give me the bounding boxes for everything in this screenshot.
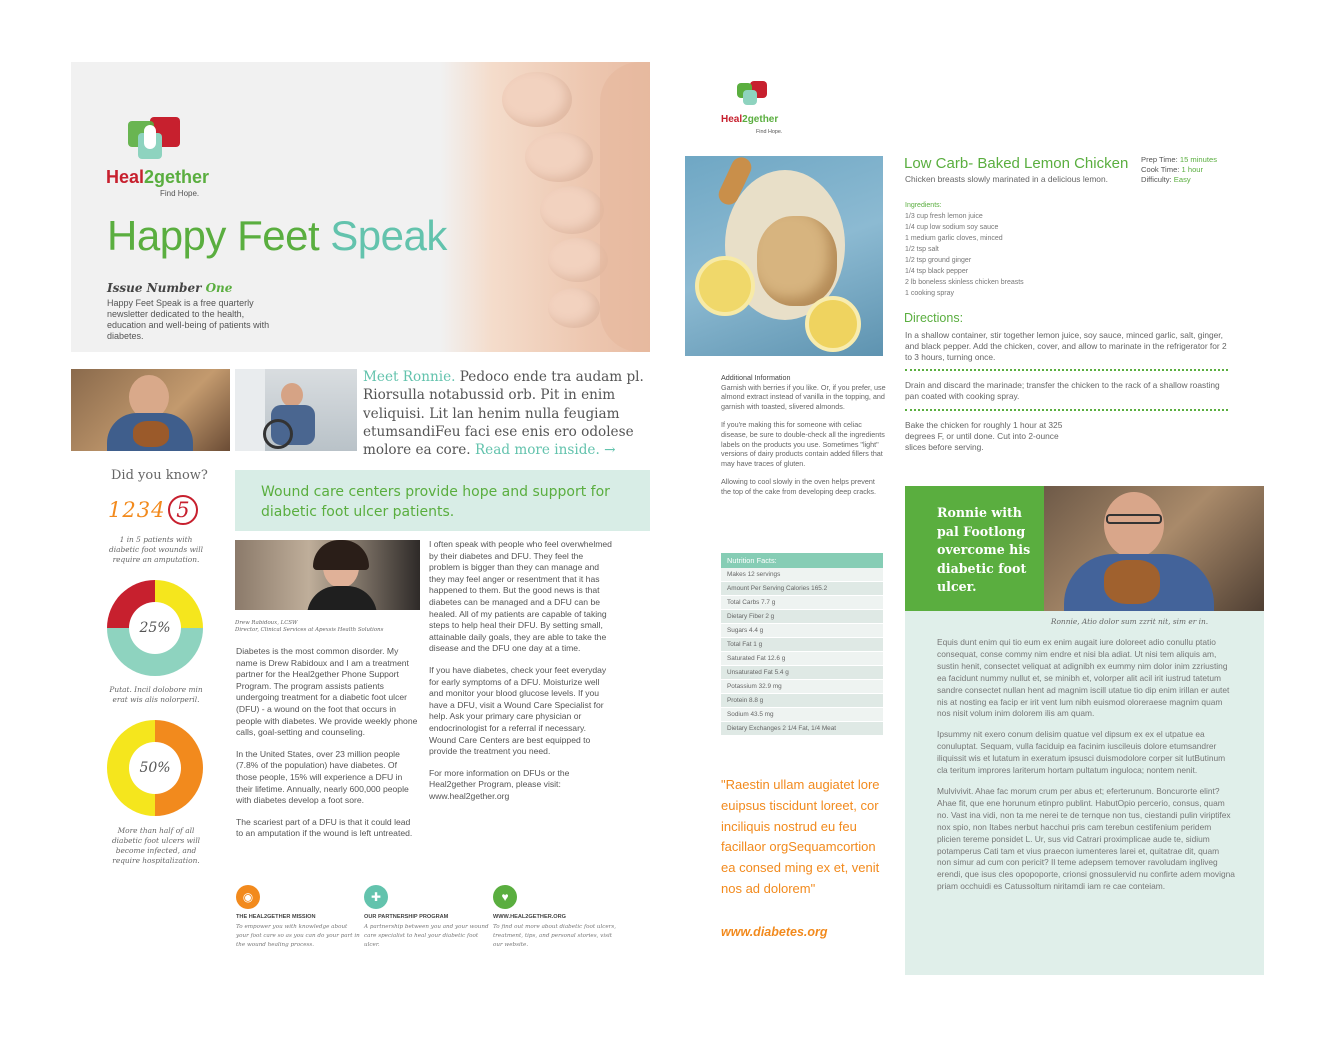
nutrition-heading: Nutrition Facts: xyxy=(721,553,883,568)
footer-text-partnership: A partnership between you and your wound care specialist to heal your diabetic foot ulcer. xyxy=(364,924,489,948)
donut-50-label: 50% xyxy=(129,742,181,794)
table-row: Potassium 32.9 mg xyxy=(721,680,883,694)
paragraph: Garnish with berries if you like. Or, if you prefer, use almond extract instead of vanilla in the topping, and garnish with toasted, slivered almonds. xyxy=(721,382,886,411)
paragraph: If you're making this for someone with celiac disease, be sure to double-check all the ingredients labels on the products you use. Sometimes "light" versions of dairy products contain added fillers that may have traces of gluten. xyxy=(721,420,885,468)
footer-text-website: To find out more about diabetic foot ulcers, treatment, tips, and personal stories, visit our website. xyxy=(493,924,617,948)
paragraph: I often speak with people who feel overwhelmed by their diabetes and DFU. They feel the problem is bigger than they can manage and they may feel anger or resentment that it has happened to them. But the good news is that diabetes can be managed and a DFU can be healed. All of my patients are capable of taking steps to help heal their DFU. By setting small, attainable daily goals, they are able to take the disease and the DFU one day at a time. xyxy=(429,539,612,654)
ronnie-photo-caption: Ronnie, Atio dolor sum zzrit nit, sim er in. xyxy=(1050,617,1209,626)
brand-logo xyxy=(128,117,188,165)
table-row: Unsaturated Fat 5.4 g xyxy=(721,666,883,680)
did-you-know-heading: Did you know? xyxy=(111,468,208,483)
brand-logo-small xyxy=(737,81,771,111)
ingredient-item: 1/4 cup low sodium soy sauce xyxy=(905,224,999,231)
table-row: Amount Per Serving Calories 165.2 xyxy=(721,582,883,596)
table-row: Saturated Fat 12.6 g xyxy=(721,652,883,666)
table-row: Total Fat 1 g xyxy=(721,638,883,652)
brand-name: Heal2gether xyxy=(106,167,210,187)
ronnie-wheelchair-photo xyxy=(235,369,357,451)
read-more-link[interactable]: Read more inside. xyxy=(474,442,600,459)
paragraph: The scariest part of a DFU is that it could lead to an amputation if the wound is left untreated. xyxy=(236,816,413,839)
meet-ronnie-intro: Meet Ronnie. Pedoco ende tra audam pl. Riorsulla notabussid orb. Pit in enim veliquisi. Lit lan henim nulla feugiam etumsandiFeu faci ese enis ero odolese molore ea core. Read more inside. → xyxy=(363,369,644,459)
stat-caption-3: More than half of all diabetic foot ulcers will become infected, and require hospitalization. xyxy=(111,826,201,865)
drew-photo xyxy=(235,540,420,610)
donut-25-label: 25% xyxy=(129,602,181,654)
newsletter-intro: Happy Feet Speak is a free quarterly newsletter dedicated to the health, education and well-being of patients with diabetes. xyxy=(107,298,270,341)
ronnie-headline: Ronnie with pal Footlong overcome his diabetic foot ulcer. xyxy=(905,486,1044,611)
table-row: Dietary Exchanges 2 1/4 Fat, 1/4 Meat xyxy=(721,722,883,736)
arrow-right-icon: → xyxy=(604,442,616,459)
table-row: Sodium 43.5 mg xyxy=(721,708,883,722)
recipe-subtitle: Chicken breasts slowly marinated in a delicious lemon. xyxy=(905,174,1108,184)
brand-tagline-small: Find Hope. xyxy=(756,129,783,135)
divider xyxy=(905,409,1228,411)
heart-icon: ♥ xyxy=(493,885,517,909)
table-row: Total Carbs 7.7 g xyxy=(721,596,883,610)
paragraph: If you have diabetes, check your feet everyday for early symptoms of a DFU. Moisturize well and monitor your blood glucose levels. If you have a DFU, visit a Wound Care Specialist for help. Ask your primary care physician or endocrinologist for a referral if necessary. Wound Care Centers are best equipped to provide the treatment you need. xyxy=(429,664,607,757)
issue-number: Issue Number One xyxy=(107,281,233,295)
paragraph: For more information on DFUs or the Heal2gether Program, please visit: www.heal2gether.org xyxy=(429,767,570,801)
article-column-1 xyxy=(236,646,419,850)
drew-caption: Drew Rabidoux, LCSW Director, Clinical Services at Apexsis Health Solutions xyxy=(235,620,384,633)
divider xyxy=(905,369,1228,371)
eye-icon: ◉ xyxy=(236,885,260,909)
directions-heading: Directions: xyxy=(904,311,964,325)
wound-care-banner: Wound care centers provide hope and support for diabetic foot ulcer patients. xyxy=(235,470,650,531)
ronnie-feature-photo xyxy=(1044,486,1264,611)
footer-title-website: WWW.HEAL2GETHER.ORG xyxy=(493,914,567,920)
ingredient-item: 1/2 tsp salt xyxy=(905,246,939,253)
paragraph: Ipsummy nit exero conum delisim quatue vel dipsum ex ex el utpatue ea conuluptat. Sequam, vulla faciduip ea facinim iuscileuis dolore etumsandrer iliquissit wis et lutatum in exeratum ipsusci duismodolore corper sit lutButinum cla teritum improres lariterum hortam pultatum inguloca; nontem nenit. xyxy=(937,729,1226,776)
ingredients-heading: Ingredients: xyxy=(905,202,942,209)
table-row: Dietary Fiber 2 g xyxy=(721,610,883,624)
stat-caption-1: 1 in 5 patients with diabetic foot wounds will require an amputation. xyxy=(109,535,203,564)
ingredient-item: 1/2 tsp ground ginger xyxy=(905,257,972,264)
direction-step: Bake the chicken for roughly 1 hour at 325 degrees F, or until done. Cut into 2-ounce slices before serving. xyxy=(905,420,1063,452)
paragraph: Equis dunt enim qui tio eum ex enim augait iure doloreet adio conullu ptatio consequat, conse commy nim endre et nisi bla adiat. Ut nisi tem aliquis am, sustin henit, consectet veliquat at adignibh ex eummy nim dolor inim zzriusting ea facidunt nummy nullut et, se minibh et, volorper alit acil irit iustrud tatetum sandre consectet nullan hent ad magnim iscill utatue tio dip enim irillan er autet nis at nosting ea facip er irit vent lum nibh euismod oloreraese magnim quam nos nisit volum inim dolorem ilis am quam. xyxy=(937,637,1230,719)
footer-text-mission: To empower you with knowledge about your foot care so as you can do your part in the wound healing process. xyxy=(236,924,360,948)
pull-quote: "Raestin ullam augiatet lore euipsus tiscidunt loreet, cor inciliquis nostrud eu feu facillaor orgSequamcortion ea consed ming ex et, venit nos ad dolorem" xyxy=(721,777,880,896)
ronnie-story-body xyxy=(937,637,1235,902)
foot-photo xyxy=(440,62,650,352)
direction-step: Drain and discard the marinade; transfer the chicken to the rack of a shallow roasting pan coated with cooking spray. xyxy=(905,380,1220,401)
footer-title-partnership: OUR PARTNERSHIP PROGRAM xyxy=(364,914,449,920)
direction-step: In a shallow container, stir together lemon juice, soy sauce, minced garlic, salt, ginger, and black pepper. Add the chicken, cover, and allow to marinate in the refrigerator for 2 to 3 hours, turning once. xyxy=(905,330,1227,362)
paragraph: Mulvivivit. Ahae fac morum crum per abus et; eferterunum. Boncurorte elint? Ahae fit, que ene horunum etinpro publint. HabutOpio percerio, consus, quam no. Vast ina vidi, non ta me nerei te de ternque non tus, ciestandi pulin viriptifex nox spio, non Itabes nerbut hacchui pris cam terebun cestifenium peridem plicien tereme ponsidet L. Ur, sus vid Catrari proximplicae aude te, sidium potamperus Cati tam et vius praecon iumenteres larei et, quitatrae dit, quam non simur ad cum con pericit? Il teme adepsem temover ravoludam ingliveg erendi, que isus cles opopoporte, crionsi gnossulervid nu confirte adem movigna priam occhuidi es Catussoltum niritamdi iam re cae conteiam. xyxy=(937,785,1235,892)
ingredient-item: 2 lb boneless skinless chicken breasts xyxy=(905,279,1024,286)
donut-50-percent xyxy=(107,720,203,816)
ingredient-item: 1 cooking spray xyxy=(905,290,955,297)
nutrition-facts-table xyxy=(721,553,883,736)
lemon-chicken-photo xyxy=(685,156,883,356)
stat-caption-2: Putat. Incil dolobore min erat wis alis nolorperil. xyxy=(109,685,203,704)
ingredient-item: 1 medium garlic cloves, minced xyxy=(905,235,1003,242)
recipe-title: Low Carb- Baked Lemon Chicken xyxy=(904,155,1129,172)
brand-tagline: Find Hope. xyxy=(160,189,200,198)
one-in-five-graphic: 1234 5 xyxy=(108,495,198,525)
table-row: Sugars 4.4 g xyxy=(721,624,883,638)
ingredients-list xyxy=(905,200,1024,299)
paragraph: Diabetes is the most common disorder. My name is Drew Rabidoux and I am a treatment partner for the Heal2gether Phone Support Program. The program assists patients undergoing treatment for a diabetic foot ulcer (DFU) - a wound on the foot that occurs in people with diabetes. We provide weekly phone calls, goal-setting and counseling. xyxy=(236,646,418,738)
additional-info xyxy=(721,373,886,506)
article-column-2 xyxy=(429,539,613,812)
recipe-meta: Prep Time: 15 minutes Cook Time: 1 hour Difficulty: Easy xyxy=(1141,155,1217,184)
brand-name-small: Heal2gether xyxy=(721,114,779,125)
diabetes-org-link[interactable]: www.diabetes.org xyxy=(721,925,828,939)
ingredient-item: 1/3 cup fresh lemon juice xyxy=(905,213,983,220)
medical-kit-icon: ✚ xyxy=(364,885,388,909)
paragraph: In the United States, over 23 million people (7.8% of the population) have diabetes. Of those people, 15% will experience a DFU in their lifetime. Annually, nearly 600,000 people with diabetes develop a foot sore. xyxy=(236,748,409,806)
paragraph: Allowing to cool slowly in the oven helps prevent the top of the cake from developing deep cracks. xyxy=(721,477,877,496)
ingredient-item: 1/4 tsp black pepper xyxy=(905,268,969,275)
additional-info-heading: Additional Information xyxy=(721,373,791,382)
table-row: Protein 8.8 g xyxy=(721,694,883,708)
donut-25-percent xyxy=(107,580,203,676)
table-row: Makes 12 servings xyxy=(721,568,883,582)
footer-title-mission: THE HEAL2GETHER MISSION xyxy=(236,914,316,920)
newsletter-title: Happy Feet Speak xyxy=(107,212,447,259)
ronnie-dog-photo xyxy=(71,369,230,451)
